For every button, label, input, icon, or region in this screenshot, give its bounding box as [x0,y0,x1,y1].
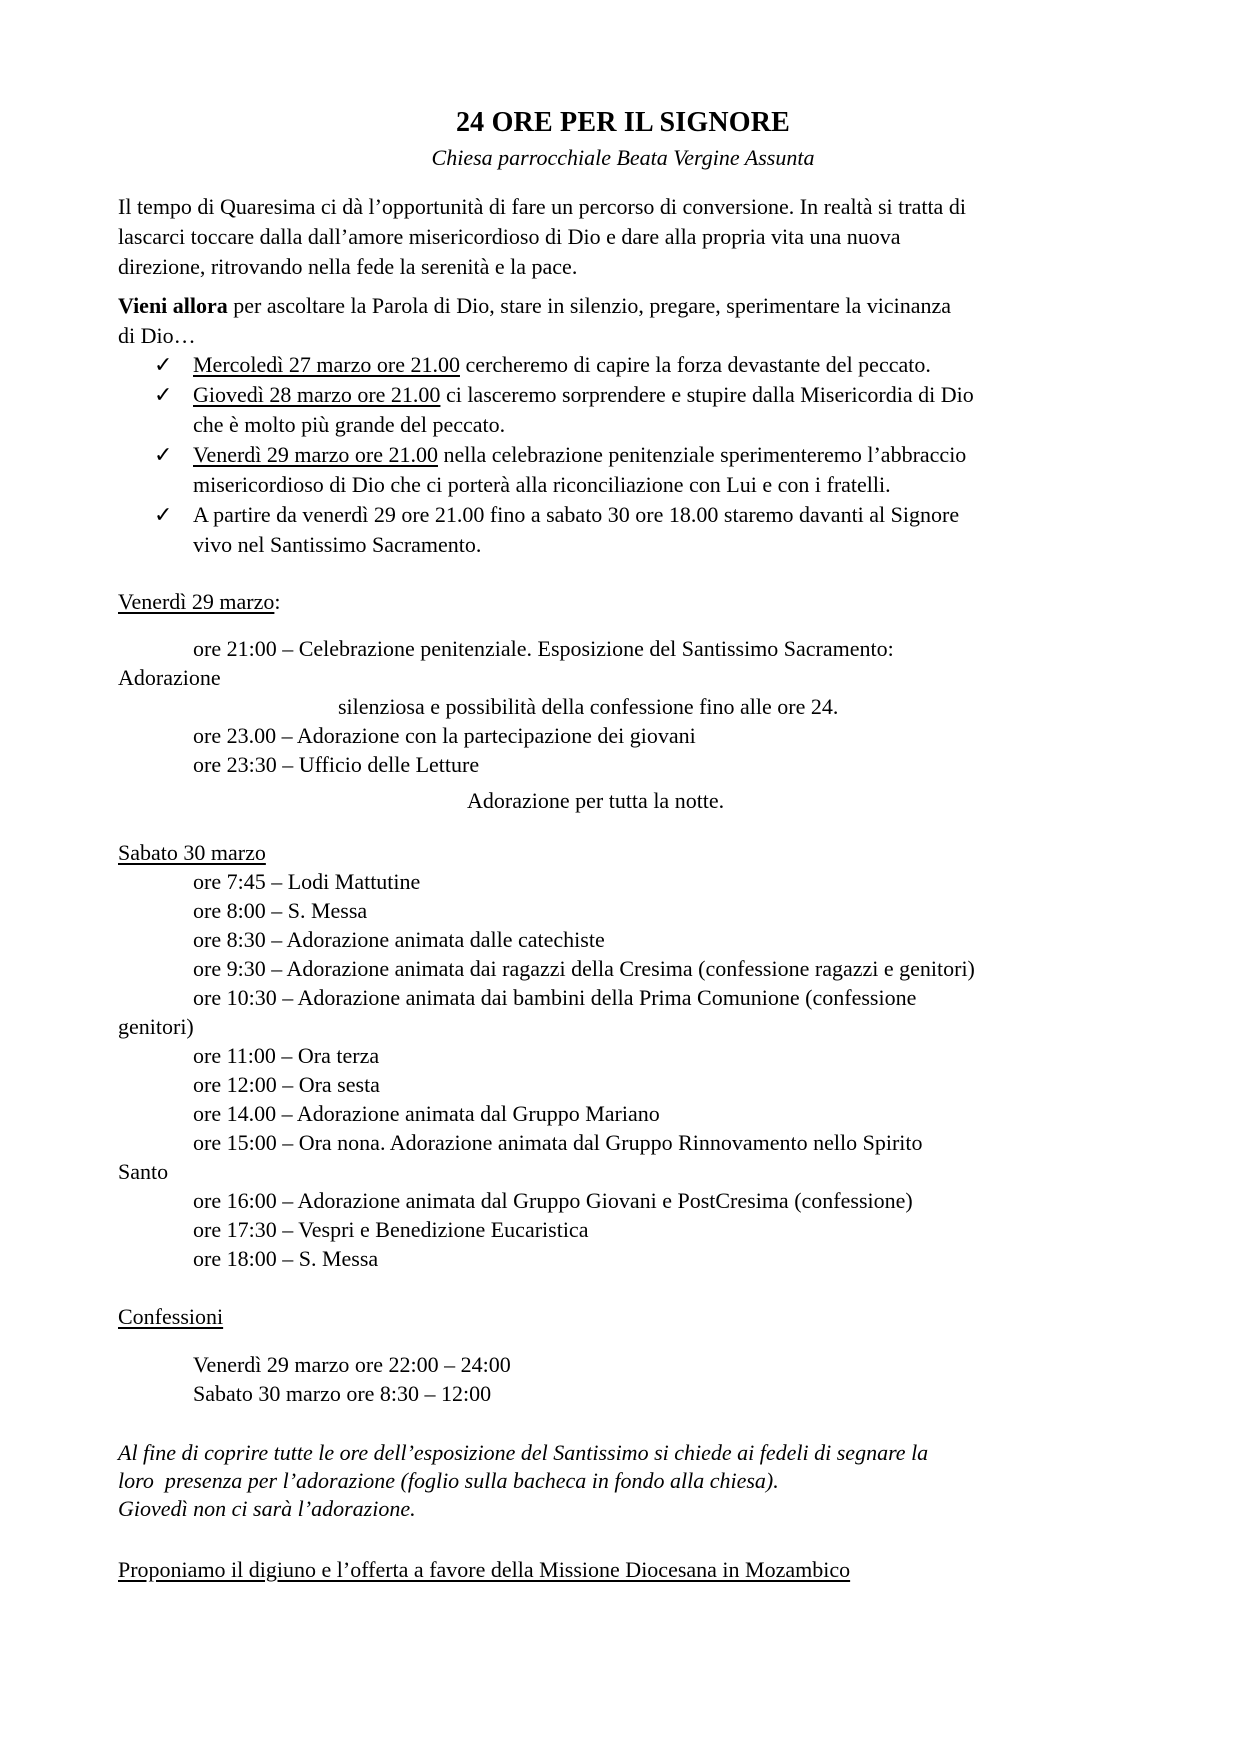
check-icon: ✓ [154,352,173,377]
schedule-entry-cont: silenziosa e possibilità della confessione fino alle ore 24. [338,694,839,719]
confession-entry: Venerdì 29 marzo ore 22:00 – 24:00 [193,1352,511,1377]
invite-line [118,291,1128,321]
check-icon: ✓ [154,442,173,467]
schedule-entry: ore 17:30 – Vespri e Benedizione Eucaristica [193,1217,589,1242]
note-line: Giovedì non ci sarà l’adorazione. [118,1496,416,1521]
schedule-entry: ore 16:00 – Adorazione animata dal Gruppo Giovani e PostCresima (confessione) [193,1188,913,1213]
note-line: Al fine di coprire tutte le ore dell’esposizione del Santissimo si chiede ai fedeli di segnare la [118,1440,929,1465]
schedule-entry: ore 9:30 – Adorazione animata dai ragazzi della Cresima (confessione ragazzi e genitori) [193,956,975,981]
schedule-entry: ore 8:30 – Adorazione animata dalle catechiste [193,927,605,952]
closing-text: Proponiamo il digiuno e l’offerta a favore della Missione Diocesana in Mozambico [118,1557,851,1582]
checklist-item [118,380,1128,440]
schedule-entry: ore 15:00 – Ora nona. Adorazione animata dal Gruppo Rinnovamento nello Spirito [193,1130,923,1155]
confessions-heading [118,1302,223,1332]
checklist-date: Mercoledì 27 marzo ore 21.00 [193,352,460,377]
checklist-text-cont: misericordioso di Dio che ci porterà alla riconciliazione con Lui e con i fratelli. [193,472,891,497]
schedule-entry: ore 10:30 – Adorazione animata dai bambini della Prima Comunione (confessione [193,985,917,1010]
intro-paragraph [118,192,1128,282]
friday-heading-colon: : [274,589,281,614]
schedule-entry: ore 11:00 – Ora terza [193,1043,380,1068]
invite-bold-lead: Vieni allora [118,293,228,318]
invite-line: di Dio… [118,323,196,348]
saturday-heading-text: Sabato 30 marzo [118,840,266,865]
friday-heading [118,587,281,617]
invite-paragraph [118,291,1128,351]
confessions-heading-text: Confessioni [118,1304,224,1329]
document-subtitle: Chiesa parrocchiale Beata Vergine Assunta [431,145,815,170]
document-title: 24 ORE PER IL SIGNORE [455,107,791,138]
saturday-heading [118,838,266,868]
checklist-item [118,500,1128,560]
checklist-date: Venerdì 29 marzo ore 21.00 [193,442,438,467]
schedule-entry-wrap: Santo [118,1159,169,1184]
intro-line: direzione, ritrovando nella fede la serenità e la pace. [118,254,578,279]
checklist-text: A partire da venerdì 29 ore 21.00 fino a sabato 30 ore 18.00 staremo davanti al Signore [193,502,960,527]
invite-text: per ascoltare la Parola di Dio, stare in silenzio, pregare, sperimentare la vicinanza [227,293,952,318]
schedule-entry: ore 23.00 – Adorazione con la partecipazione dei giovani [193,723,696,748]
schedule-entry: ore 14.00 – Adorazione animata dal Gruppo Mariano [193,1101,660,1126]
checklist-text: nella celebrazione penitenziale sperimenteremo l’abbraccio [437,442,967,467]
check-icon: ✓ [154,502,173,527]
schedule-entry: ore 18:00 – S. Messa [193,1246,379,1271]
note-line: loro presenza per l’adorazione (foglio sulla bacheca in fondo alla chiesa). [118,1468,779,1493]
schedule-entry: ore 23:30 – Ufficio delle Letture [193,752,480,777]
checklist-text-cont: vivo nel Santissimo Sacramento. [193,532,482,557]
confession-entry: Sabato 30 marzo ore 8:30 – 12:00 [193,1381,492,1406]
schedule-entry: ore 21:00 – Celebrazione penitenziale. Esposizione del Santissimo Sacramento: [193,636,894,661]
friday-heading-text: Venerdì 29 marzo [118,589,275,614]
closing-line [118,1555,850,1585]
checklist-text: cercheremo di capire la forza devastante del peccato. [459,352,931,377]
checklist-date: Giovedì 28 marzo ore 21.00 [193,382,441,407]
intro-line: lascarci toccare dalla dall’amore misericordioso di Dio e dare alla propria vita una nuova [118,224,901,249]
checklist-text: ci lasceremo sorprendere e stupire dalla Misericordia di Dio [440,382,974,407]
checklist-text-cont: che è molto più grande del peccato. [193,412,506,437]
schedule-entry: ore 12:00 – Ora sesta [193,1072,380,1097]
intro-line: Il tempo di Quaresima ci dà l’opportunità di fare un percorso di conversione. In realtà si tratta di [118,194,966,219]
checklist-item [118,350,1128,380]
schedule-entry-wrap: genitori) [118,1014,194,1039]
check-icon: ✓ [154,382,173,407]
schedule-entry: ore 7:45 – Lodi Mattutine [193,869,421,894]
event-checklist [118,350,1128,560]
schedule-entry-wrap: Adorazione [118,665,221,690]
checklist-item [118,440,1128,500]
schedule-note: Adorazione per tutta la notte. [467,788,725,813]
schedule-entry: ore 8:00 – S. Messa [193,898,368,923]
